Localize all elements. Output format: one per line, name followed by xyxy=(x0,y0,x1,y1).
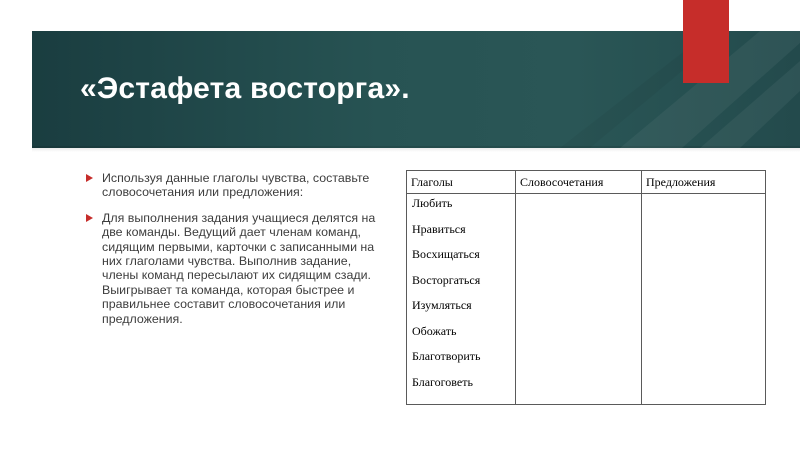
verbs-cell xyxy=(407,194,516,405)
header-phrases: Словосочетания xyxy=(516,171,642,194)
bullet-text: Для выполнения задания учащиеся делятся на две команды. Ведущий дает членам команд, сидящим первыми, карточки с записанными на них глаголами чувства. Выполнив задание, члены команд пересылают их сидящим сзади. Выигрывает та команда, которая быстрее и правильнее составит словосочетания или предложения. xyxy=(102,210,376,326)
slide-title: «Эстафета восторга». xyxy=(80,72,410,105)
bullet-text: Используя данные глаголы чувства, составьте словосочетания или предложения: xyxy=(102,171,370,200)
verb-item: Нравиться xyxy=(412,221,466,236)
table-row xyxy=(407,194,766,405)
header-sentences: Предложения xyxy=(642,171,766,194)
bullet-item xyxy=(86,171,386,200)
verbs-table xyxy=(406,170,766,405)
sentences-cell xyxy=(642,194,766,405)
verb-item: Благоговеть xyxy=(412,374,473,389)
verb-item: Изумляться xyxy=(412,298,472,312)
verb-item: Обожать xyxy=(412,323,457,338)
verb-item: Благотворить xyxy=(412,349,481,363)
banner-stripes-decoration xyxy=(560,31,800,148)
phrases-cell xyxy=(516,194,642,405)
red-accent-tab xyxy=(683,0,729,83)
verb-item: Любить xyxy=(412,196,453,210)
table-header-row xyxy=(407,171,766,194)
verb-item: Восторгаться xyxy=(412,272,481,287)
triangle-bullet-icon xyxy=(86,214,93,222)
verb-item: Восхищаться xyxy=(412,247,480,261)
bullet-list xyxy=(86,171,386,337)
bullet-item xyxy=(86,211,386,326)
header-verbs: Глаголы xyxy=(407,171,516,194)
triangle-bullet-icon xyxy=(86,174,93,182)
